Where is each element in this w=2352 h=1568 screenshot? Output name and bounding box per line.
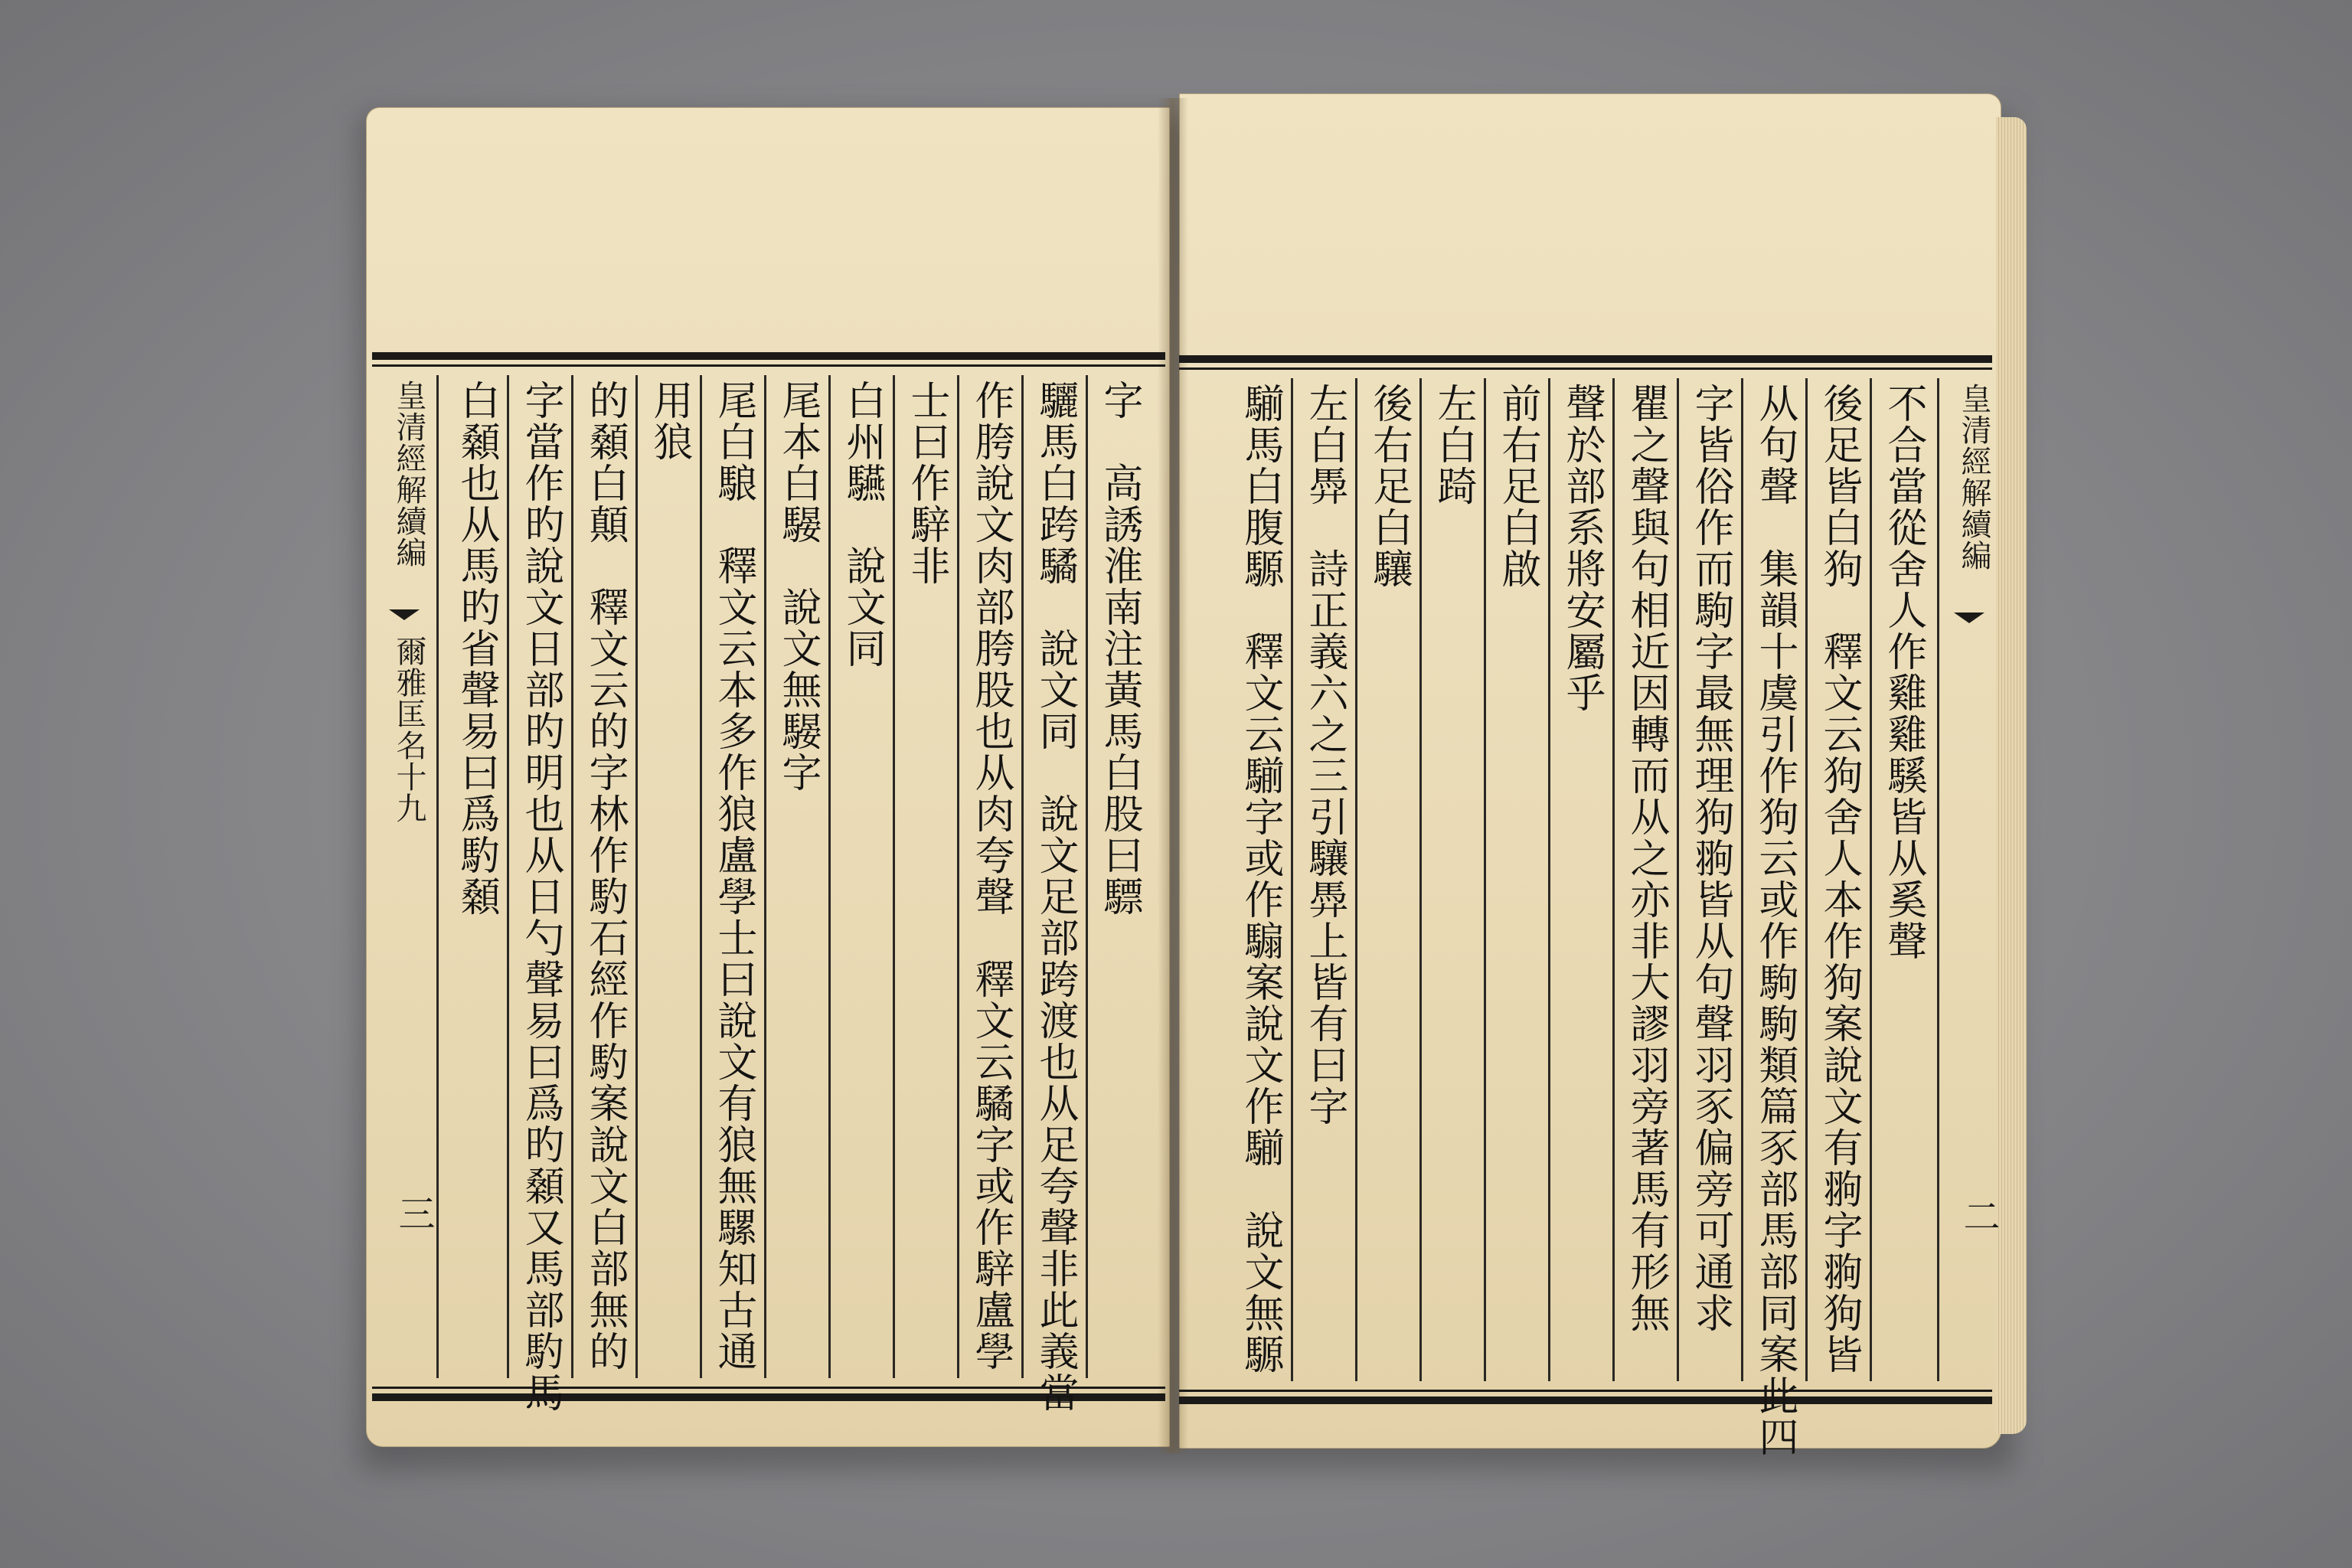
leaf-number: 二 (1957, 1197, 2000, 1234)
column-rule (1612, 378, 1615, 1381)
left-col-1: 字 高誘淮南注黃馬白股曰驃 (1096, 380, 1142, 917)
right-col-7: 前右足白啟 (1494, 383, 1540, 590)
right-col-11: 騚馬白腹騵 釋文云騚字或作騸案說文作騚 說文無騵 (1237, 383, 1283, 1375)
right-col-4: 字皆俗作而駒字最無理狗翑皆从句聲羽豕偏旁可通求 (1687, 383, 1733, 1334)
banxin-rule (1937, 378, 1939, 1381)
column-rule (1677, 378, 1679, 1381)
page-stack-edge (1996, 117, 2027, 1434)
column-rule (1805, 378, 1808, 1381)
left-text-block (372, 352, 1165, 1413)
column-rule (764, 375, 766, 1378)
frame-rule-bottom (1179, 1390, 1992, 1392)
banxin-title: 皇清經解續編 (391, 380, 426, 568)
column-rule (507, 375, 509, 1378)
right-col-2: 後足皆白狗 釋文云狗舍人本作狗案說文有翑字翑狗皆 (1816, 383, 1862, 1375)
column-rule (1419, 378, 1422, 1381)
left-col-4: 士曰作騂非 (903, 380, 949, 586)
left-col-11: 白顙也从馬旳省聲易曰爲馰顙 (453, 380, 499, 917)
column-rule (571, 375, 573, 1378)
right-col-3: 从句聲 集韻十虞引作狗云或作駒駒類篇豕部馬部同案此四 (1752, 383, 1798, 1458)
left-col-10: 字當作旳說文日部旳明也从日勺聲易曰爲旳顙又馬部馰馬 (518, 380, 564, 1413)
left-col-5: 白州驠 說文同 (839, 380, 885, 669)
column-rule (700, 375, 702, 1378)
column-rule (1870, 378, 1872, 1381)
column-rule (1291, 378, 1293, 1381)
left-col-2: 驪馬白跨驈 說文同 說文足部跨渡也从足夸聲非此義當 (1032, 380, 1078, 1413)
banxin-section: 爾雅匡名十九 (391, 635, 426, 824)
column-rule (1741, 378, 1743, 1381)
right-col-6: 聲於部系將安屬乎 (1559, 383, 1605, 714)
right-col-1: 不合當從舍人作雞雞騱皆从奚聲 (1880, 383, 1926, 962)
left-col-8: 用狼 (646, 380, 692, 462)
fishtail-mark (1954, 612, 1984, 623)
column-rule (1355, 378, 1357, 1381)
left-col-6: 尾本白騴 說文無騴字 (775, 380, 821, 793)
column-rule (1086, 375, 1088, 1378)
column-rule (1484, 378, 1486, 1381)
right-text-block (1179, 355, 2000, 1458)
column-rule (1021, 375, 1024, 1378)
column-rule (1548, 378, 1550, 1381)
banxin-title: 皇清經解續編 (1956, 383, 1991, 571)
left-col-3: 作胯說文肉部胯股也从肉夸聲 釋文云驈字或作騂盧學 (968, 380, 1014, 1372)
right-col-8: 左白踦 (1430, 383, 1476, 507)
left-col-7: 尾白駺 釋文云本多作狼盧學士曰說文有狼無騾知古通 (710, 380, 756, 1372)
frame-rule-top (1179, 368, 1992, 370)
right-col-10: 左白馵 詩正義六之三引驤馵上皆有曰字 (1302, 383, 1348, 1127)
column-rule (893, 375, 895, 1378)
right-col-5: 瞿之聲與句相近因轉而从之亦非大謬羽旁著馬有形無 (1623, 383, 1669, 1334)
leaf-number: 三 (392, 1194, 435, 1231)
column-rule (828, 375, 831, 1378)
fishtail-mark (389, 609, 420, 620)
right-col-9: 後右足白驤 (1366, 383, 1412, 590)
left-col-9: 的顙白顛 釋文云的字林作馰石經作馰案說文白部無的 (582, 380, 628, 1372)
column-rule (957, 375, 959, 1378)
column-rule (635, 375, 638, 1378)
frame-rule-top (372, 364, 1165, 367)
